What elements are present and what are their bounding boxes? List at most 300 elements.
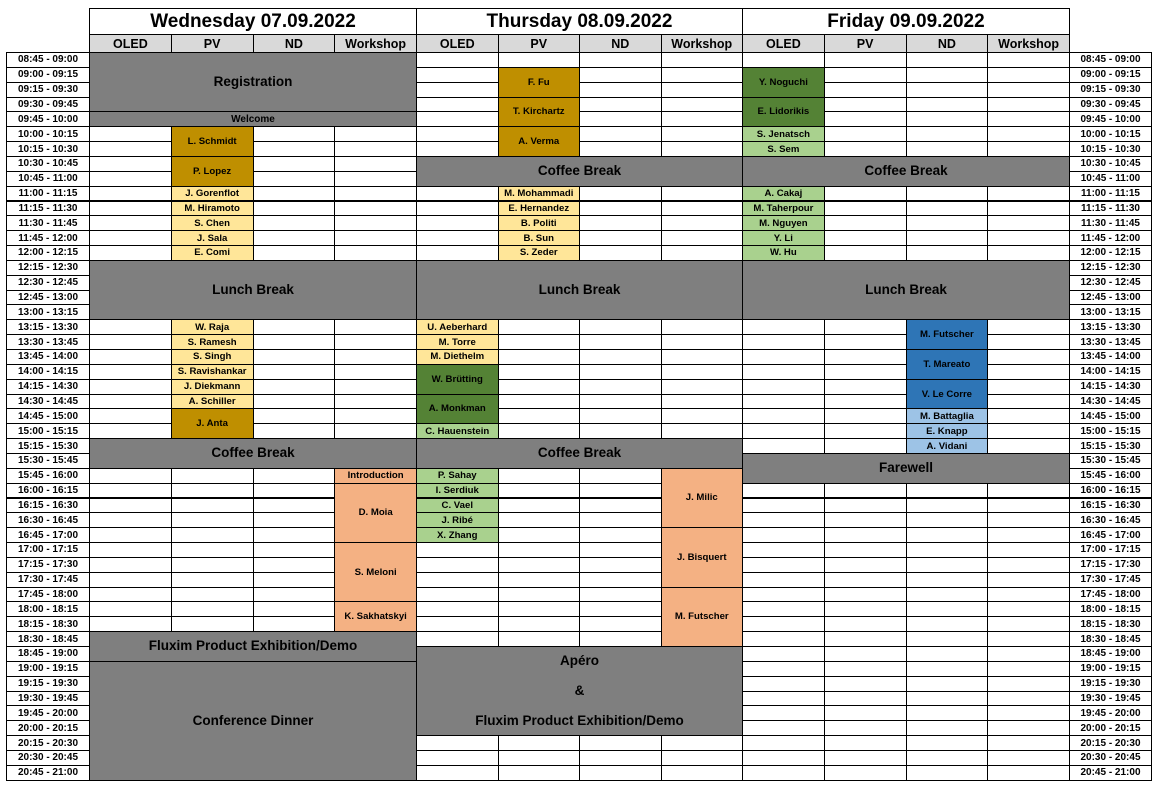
empty-slot: [824, 750, 907, 766]
empty-slot: [498, 765, 581, 781]
talk-slot[interactable]: M. Futscher: [906, 319, 989, 350]
empty-slot: [742, 765, 825, 781]
empty-slot: [334, 126, 417, 142]
empty-slot: [824, 691, 907, 707]
empty-slot: [906, 557, 989, 573]
time-label-left: 13:00 - 13:15: [6, 304, 90, 320]
day-header: Thursday 08.09.2022: [416, 8, 743, 35]
empty-slot: [253, 423, 336, 439]
empty-slot: [253, 319, 336, 335]
empty-slot: [498, 423, 581, 439]
time-label-left: 13:15 - 13:30: [6, 319, 90, 335]
time-label-left: 11:00 - 11:15: [6, 186, 90, 202]
empty-slot: [906, 126, 989, 142]
empty-slot: [89, 408, 172, 424]
empty-slot: [824, 141, 907, 157]
empty-slot: [742, 705, 825, 721]
talk-slot[interactable]: W. Brütting: [416, 364, 499, 395]
empty-slot: [253, 186, 336, 202]
empty-slot: [661, 141, 744, 157]
time-label-left: 10:30 - 10:45: [6, 156, 90, 172]
empty-slot: [824, 349, 907, 365]
talk-slot[interactable]: J. Ribé: [416, 512, 499, 528]
talk-slot[interactable]: M. Hiramoto: [171, 201, 254, 217]
time-label-left: 11:15 - 11:30: [6, 201, 90, 217]
empty-slot: [498, 527, 581, 543]
empty-slot: [742, 319, 825, 335]
talk-slot[interactable]: S. Ravishankar: [171, 364, 254, 380]
talk-slot[interactable]: M. Nguyen: [742, 215, 825, 231]
talk-slot[interactable]: A. Schiller: [171, 394, 254, 410]
empty-slot: [987, 141, 1070, 157]
time-label-left: 18:15 - 18:30: [6, 616, 90, 632]
talk-slot[interactable]: S. Sem: [742, 141, 825, 157]
empty-slot: [742, 527, 825, 543]
empty-slot: [253, 572, 336, 588]
talk-slot[interactable]: C. Vael: [416, 498, 499, 514]
empty-slot: [334, 394, 417, 410]
talk-slot[interactable]: J. Milic: [661, 468, 744, 528]
talk-slot[interactable]: D. Moia: [334, 483, 417, 543]
time-label-left: 17:15 - 17:30: [6, 557, 90, 573]
talk-slot[interactable]: L. Schmidt: [171, 126, 254, 157]
empty-slot: [987, 720, 1070, 736]
empty-slot: [824, 483, 907, 499]
empty-slot: [171, 512, 254, 528]
track-header: PV: [824, 34, 907, 53]
talk-slot[interactable]: T. Mareato: [906, 349, 989, 380]
talk-slot[interactable]: B. Politi: [498, 215, 581, 231]
time-label-left: 19:15 - 19:30: [6, 676, 90, 692]
talk-slot[interactable]: E. Lidorikis: [742, 97, 825, 128]
empty-slot: [89, 379, 172, 395]
empty-slot: [416, 750, 499, 766]
empty-slot: [253, 498, 336, 514]
empty-slot: [906, 82, 989, 98]
time-label-left: 14:45 - 15:00: [6, 408, 90, 424]
empty-slot: [824, 201, 907, 217]
track-header: PV: [498, 34, 581, 53]
time-label-left: 12:30 - 12:45: [6, 275, 90, 291]
empty-slot: [579, 379, 662, 395]
empty-slot: [416, 97, 499, 113]
time-label-right: 15:00 - 15:15: [1069, 423, 1152, 439]
time-label-left: 18:00 - 18:15: [6, 601, 90, 617]
empty-slot: [987, 394, 1070, 410]
talk-slot[interactable]: S. Zeder: [498, 245, 581, 261]
talk-slot[interactable]: M. Taherpour: [742, 201, 825, 217]
empty-slot: [742, 661, 825, 677]
empty-slot: [498, 349, 581, 365]
empty-slot: [416, 631, 499, 647]
empty-slot: [416, 572, 499, 588]
empty-slot: [824, 661, 907, 677]
track-header: Workshop: [987, 34, 1070, 53]
time-label-right: 09:15 - 09:30: [1069, 82, 1152, 98]
talk-slot[interactable]: S. Ramesh: [171, 334, 254, 350]
empty-slot: [987, 512, 1070, 528]
empty-slot: [661, 379, 744, 395]
empty-slot: [906, 765, 989, 781]
time-label-right: 19:45 - 20:00: [1069, 705, 1152, 721]
empty-slot: [661, 186, 744, 202]
talk-slot[interactable]: K. Sakhatskyi: [334, 601, 417, 632]
empty-slot: [89, 171, 172, 187]
time-label-left: 09:15 - 09:30: [6, 82, 90, 98]
empty-slot: [579, 82, 662, 98]
talk-slot[interactable]: J. Bisquert: [661, 527, 744, 587]
talk-slot[interactable]: F. Fu: [498, 67, 581, 98]
time-label-right: 12:00 - 12:15: [1069, 245, 1152, 261]
talk-slot[interactable]: Y. Li: [742, 230, 825, 246]
talk-slot[interactable]: T. Kirchartz: [498, 97, 581, 128]
talk-slot[interactable]: M. Futscher: [661, 587, 744, 647]
empty-slot: [987, 765, 1070, 781]
empty-slot: [416, 215, 499, 231]
empty-slot: [824, 720, 907, 736]
empty-slot: [987, 691, 1070, 707]
talk-slot[interactable]: M. Diethelm: [416, 349, 499, 365]
empty-slot: [253, 557, 336, 573]
time-label-left: 08:45 - 09:00: [6, 52, 90, 68]
empty-slot: [661, 334, 744, 350]
empty-slot: [906, 587, 989, 603]
empty-slot: [824, 616, 907, 632]
talk-slot[interactable]: P. Sahay: [416, 468, 499, 484]
empty-slot: [987, 334, 1070, 350]
time-label-right: 15:15 - 15:30: [1069, 438, 1152, 454]
empty-slot: [253, 364, 336, 380]
empty-slot: [906, 67, 989, 83]
empty-slot: [89, 230, 172, 246]
time-label-left: 14:15 - 14:30: [6, 379, 90, 395]
empty-slot: [89, 572, 172, 588]
empty-slot: [824, 646, 907, 662]
time-label-left: 12:00 - 12:15: [6, 245, 90, 261]
schedule-block[interactable]: Lunch Break: [742, 260, 1070, 320]
empty-slot: [742, 438, 825, 454]
empty-slot: [89, 126, 172, 142]
empty-slot: [906, 527, 989, 543]
empty-slot: [824, 572, 907, 588]
empty-slot: [171, 572, 254, 588]
empty-slot: [824, 186, 907, 202]
empty-slot: [253, 245, 336, 261]
empty-slot: [253, 201, 336, 217]
time-label-right: 18:30 - 18:45: [1069, 631, 1152, 647]
talk-slot[interactable]: S. Jenatsch: [742, 126, 825, 142]
empty-slot: [253, 408, 336, 424]
talk-slot[interactable]: B. Sun: [498, 230, 581, 246]
empty-slot: [987, 735, 1070, 751]
empty-slot: [661, 423, 744, 439]
talk-slot[interactable]: S. Meloni: [334, 542, 417, 602]
talk-slot[interactable]: J. Sala: [171, 230, 254, 246]
time-label-left: 12:15 - 12:30: [6, 260, 90, 276]
talk-slot[interactable]: I. Serdiuk: [416, 483, 499, 499]
talk-slot[interactable]: A. Vidani: [906, 438, 989, 454]
empty-slot: [987, 186, 1070, 202]
empty-slot: [987, 82, 1070, 98]
empty-slot: [661, 111, 744, 127]
empty-slot: [742, 483, 825, 499]
talk-slot[interactable]: A. Cakaj: [742, 186, 825, 202]
empty-slot: [416, 735, 499, 751]
empty-slot: [334, 349, 417, 365]
empty-slot: [579, 408, 662, 424]
empty-slot: [824, 67, 907, 83]
time-label-right: 16:00 - 16:15: [1069, 483, 1152, 499]
empty-slot: [987, 215, 1070, 231]
talk-slot[interactable]: M. Torre: [416, 334, 499, 350]
empty-slot: [334, 141, 417, 157]
empty-slot: [579, 601, 662, 617]
talk-slot[interactable]: W. Raja: [171, 319, 254, 335]
track-header: ND: [253, 34, 336, 53]
empty-slot: [498, 394, 581, 410]
time-label-left: 20:15 - 20:30: [6, 735, 90, 751]
empty-slot: [89, 349, 172, 365]
empty-slot: [579, 215, 662, 231]
schedule-block[interactable]: Registration: [89, 52, 417, 112]
empty-slot: [89, 527, 172, 543]
talk-slot[interactable]: S. Chen: [171, 215, 254, 231]
empty-slot: [253, 483, 336, 499]
empty-slot: [824, 765, 907, 781]
empty-slot: [742, 349, 825, 365]
time-label-right: 17:15 - 17:30: [1069, 557, 1152, 573]
empty-slot: [824, 245, 907, 261]
empty-slot: [253, 126, 336, 142]
talk-slot[interactable]: E. Hernandez: [498, 201, 581, 217]
time-label-left: 15:15 - 15:30: [6, 438, 90, 454]
time-label-right: 19:00 - 19:15: [1069, 661, 1152, 677]
empty-slot: [89, 394, 172, 410]
empty-slot: [906, 750, 989, 766]
empty-slot: [661, 735, 744, 751]
empty-slot: [89, 156, 172, 172]
time-label-left: 09:45 - 10:00: [6, 111, 90, 127]
empty-slot: [987, 245, 1070, 261]
time-label-right: 14:15 - 14:30: [1069, 379, 1152, 395]
talk-slot[interactable]: J. Anta: [171, 408, 254, 439]
empty-slot: [89, 364, 172, 380]
talk-slot[interactable]: E. Comi: [171, 245, 254, 261]
empty-slot: [498, 735, 581, 751]
empty-slot: [334, 319, 417, 335]
empty-slot: [824, 126, 907, 142]
empty-slot: [416, 616, 499, 632]
time-label-right: 13:00 - 13:15: [1069, 304, 1152, 320]
empty-slot: [498, 601, 581, 617]
talk-slot[interactable]: S. Singh: [171, 349, 254, 365]
empty-slot: [906, 483, 989, 499]
empty-slot: [171, 587, 254, 603]
talk-slot[interactable]: Y. Noguchi: [742, 67, 825, 98]
empty-slot: [987, 705, 1070, 721]
empty-slot: [906, 245, 989, 261]
empty-slot: [987, 676, 1070, 692]
empty-slot: [89, 141, 172, 157]
empty-slot: [416, 587, 499, 603]
schedule-block[interactable]: Lunch Break: [416, 260, 743, 320]
empty-slot: [579, 512, 662, 528]
empty-slot: [824, 527, 907, 543]
empty-slot: [89, 468, 172, 484]
time-label-left: 16:45 - 17:00: [6, 527, 90, 543]
empty-slot: [742, 512, 825, 528]
talk-slot[interactable]: V. Le Corre: [906, 379, 989, 410]
empty-slot: [906, 631, 989, 647]
empty-slot: [579, 735, 662, 751]
empty-slot: [987, 97, 1070, 113]
schedule-block[interactable]: Lunch Break: [89, 260, 417, 320]
empty-slot: [906, 691, 989, 707]
empty-slot: [579, 52, 662, 68]
schedule-block[interactable]: Coffee Break: [742, 156, 1070, 187]
empty-slot: [987, 661, 1070, 677]
empty-slot: [498, 750, 581, 766]
empty-slot: [334, 215, 417, 231]
talk-slot[interactable]: J. Diekmann: [171, 379, 254, 395]
talk-slot[interactable]: E. Knapp: [906, 423, 989, 439]
empty-slot: [987, 572, 1070, 588]
empty-slot: [579, 334, 662, 350]
schedule-block[interactable]: Coffee Break: [89, 438, 417, 469]
talk-slot[interactable]: A. Verma: [498, 126, 581, 157]
empty-slot: [334, 423, 417, 439]
empty-slot: [742, 379, 825, 395]
empty-slot: [906, 201, 989, 217]
track-header: OLED: [89, 34, 172, 53]
empty-slot: [89, 483, 172, 499]
talk-slot[interactable]: Introduction: [334, 468, 417, 484]
time-label-right: 11:15 - 11:30: [1069, 201, 1152, 217]
time-label-left: 16:30 - 16:45: [6, 512, 90, 528]
empty-slot: [498, 498, 581, 514]
empty-slot: [253, 379, 336, 395]
empty-slot: [579, 631, 662, 647]
time-label-right: 15:45 - 16:00: [1069, 468, 1152, 484]
empty-slot: [661, 230, 744, 246]
empty-slot: [906, 498, 989, 514]
track-header: PV: [171, 34, 254, 53]
talk-slot[interactable]: A. Monkman: [416, 394, 499, 425]
schedule-block-line: &: [574, 683, 585, 699]
schedule-block[interactable]: Farewell: [742, 453, 1070, 484]
talk-slot[interactable]: P. Lopez: [171, 156, 254, 187]
time-label-right: 16:15 - 16:30: [1069, 498, 1152, 514]
empty-slot: [498, 616, 581, 632]
empty-slot: [89, 245, 172, 261]
schedule-block[interactable]: Coffee Break: [416, 156, 743, 187]
empty-slot: [579, 557, 662, 573]
time-label-right: 09:45 - 10:00: [1069, 111, 1152, 127]
empty-slot: [253, 334, 336, 350]
schedule-block[interactable]: Fluxim Product Exhibition/Demo: [89, 631, 417, 662]
talk-slot[interactable]: W. Hu: [742, 245, 825, 261]
schedule-block[interactable]: Conference Dinner: [89, 661, 417, 781]
track-header: ND: [579, 34, 662, 53]
empty-slot: [742, 572, 825, 588]
schedule-block[interactable]: Coffee Break: [416, 438, 743, 469]
empty-slot: [498, 334, 581, 350]
schedule-block[interactable]: Welcome: [89, 111, 417, 127]
empty-slot: [824, 230, 907, 246]
talk-slot[interactable]: X. Zhang: [416, 527, 499, 543]
time-label-right: 14:00 - 14:15: [1069, 364, 1152, 380]
empty-slot: [661, 201, 744, 217]
empty-slot: [742, 394, 825, 410]
empty-slot: [824, 557, 907, 573]
empty-slot: [579, 527, 662, 543]
time-label-left: 15:30 - 15:45: [6, 453, 90, 469]
empty-slot: [579, 498, 662, 514]
day-header: Wednesday 07.09.2022: [89, 8, 417, 35]
empty-slot: [89, 334, 172, 350]
empty-slot: [661, 750, 744, 766]
talk-slot[interactable]: M. Battaglia: [906, 408, 989, 424]
schedule-block-line: Fluxim Product Exhibition/Demo: [475, 713, 684, 729]
empty-slot: [987, 483, 1070, 499]
empty-slot: [824, 97, 907, 113]
empty-slot: [334, 186, 417, 202]
time-label-left: 10:00 - 10:15: [6, 126, 90, 142]
empty-slot: [987, 631, 1070, 647]
empty-slot: [253, 527, 336, 543]
empty-slot: [906, 705, 989, 721]
empty-slot: [824, 82, 907, 98]
empty-slot: [579, 468, 662, 484]
time-label-right: 13:30 - 13:45: [1069, 334, 1152, 350]
schedule-block[interactable]: [416, 646, 743, 736]
empty-slot: [906, 601, 989, 617]
empty-slot: [334, 408, 417, 424]
empty-slot: [171, 616, 254, 632]
empty-slot: [742, 601, 825, 617]
empty-slot: [579, 319, 662, 335]
empty-slot: [824, 394, 907, 410]
talk-slot[interactable]: J. Gorenflot: [171, 186, 254, 202]
time-label-right: 20:30 - 20:45: [1069, 750, 1152, 766]
time-label-right: 17:45 - 18:00: [1069, 587, 1152, 603]
time-label-left: 13:45 - 14:00: [6, 349, 90, 365]
empty-slot: [579, 201, 662, 217]
empty-slot: [334, 171, 417, 187]
empty-slot: [742, 691, 825, 707]
empty-slot: [661, 245, 744, 261]
talk-slot[interactable]: U. Aeberhard: [416, 319, 499, 335]
empty-slot: [906, 542, 989, 558]
empty-slot: [579, 97, 662, 113]
empty-slot: [579, 616, 662, 632]
empty-slot: [824, 423, 907, 439]
empty-slot: [661, 319, 744, 335]
empty-slot: [987, 52, 1070, 68]
empty-slot: [906, 646, 989, 662]
empty-slot: [742, 423, 825, 439]
empty-slot: [498, 483, 581, 499]
empty-slot: [742, 720, 825, 736]
empty-slot: [498, 408, 581, 424]
empty-slot: [89, 201, 172, 217]
empty-slot: [987, 542, 1070, 558]
time-label-right: 13:15 - 13:30: [1069, 319, 1152, 335]
talk-slot[interactable]: M. Mohammadi: [498, 186, 581, 202]
talk-slot[interactable]: C. Hauenstein: [416, 423, 499, 439]
empty-slot: [579, 423, 662, 439]
empty-slot: [171, 483, 254, 499]
